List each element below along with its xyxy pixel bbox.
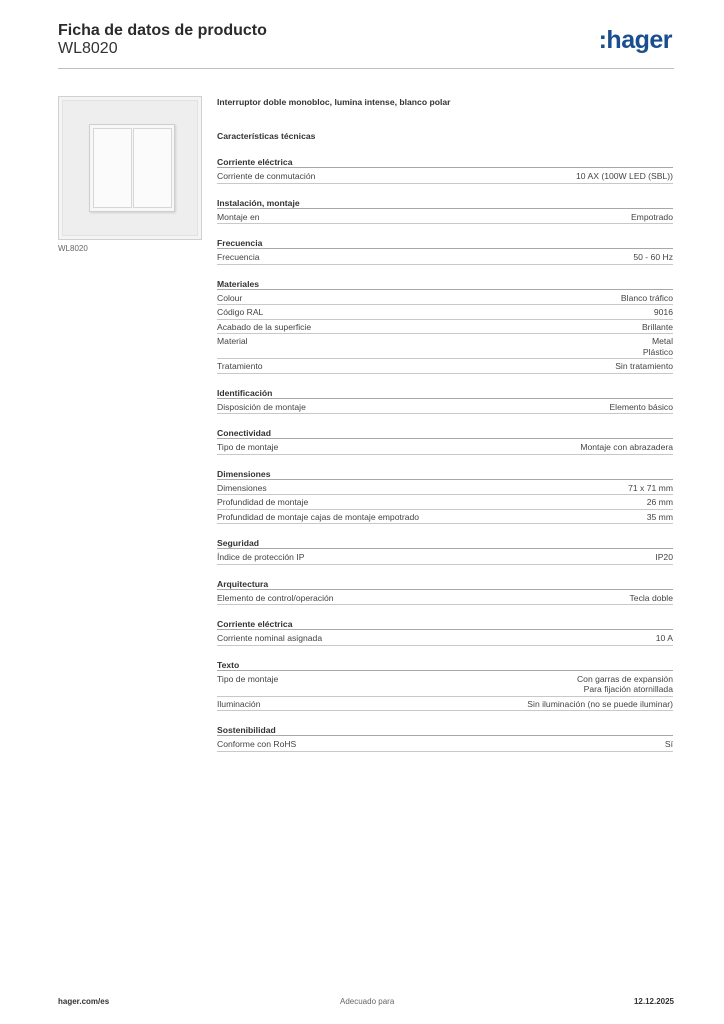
page-title: Ficha de datos de producto	[58, 22, 267, 39]
spec-value	[577, 674, 673, 695]
spec-label: Acabado de la superficie	[217, 321, 312, 332]
spec-value-line: Con garras de expansión	[576, 673, 673, 684]
spec-row	[217, 334, 673, 359]
spec-value	[654, 307, 673, 318]
spec-value	[615, 361, 673, 372]
spec-value	[647, 512, 673, 523]
spec-label: Corriente nominal asignada	[217, 633, 323, 643]
spec-value	[656, 633, 673, 644]
spec-value-line: Sí	[664, 739, 673, 749]
spec-value	[630, 593, 673, 604]
spec-value-line: IP20	[655, 552, 673, 562]
spec-section	[217, 660, 673, 712]
spec-row	[217, 591, 673, 606]
spec-row	[217, 400, 673, 415]
section-title: Materiales	[217, 279, 673, 290]
spec-label: Frecuencia	[217, 252, 260, 262]
spec-row	[217, 631, 673, 646]
spec-section	[217, 469, 673, 525]
spec-row	[217, 672, 673, 697]
spec-label: Tipo de montaje	[217, 442, 279, 452]
spec-label: Dimensiones	[217, 482, 267, 493]
product-description: Interruptor doble monobloc, lumina intense, blanco polar	[217, 97, 451, 107]
spec-section	[217, 725, 673, 752]
spec-section	[217, 279, 673, 374]
spec-label: Corriente de conmutación	[217, 171, 316, 181]
spec-value	[621, 293, 673, 304]
spec-value	[631, 212, 673, 223]
spec-value	[609, 402, 673, 413]
switch-rocker-left	[93, 128, 132, 208]
section-title: Instalación, montaje	[217, 198, 673, 209]
spec-label: Colour	[217, 292, 243, 303]
characteristics-title: Características técnicas	[217, 131, 316, 141]
spec-label: Profundidad de montaje cajas de montaje empotrado	[217, 511, 420, 522]
spec-label: Tipo de montaje	[217, 673, 279, 684]
spec-value-line: Tecla doble	[629, 592, 673, 603]
spec-value	[643, 336, 673, 357]
section-title: Corriente eléctrica	[217, 157, 673, 168]
section-title: Corriente eléctrica	[217, 619, 673, 630]
spec-value-line: Blanco tráfico	[620, 292, 673, 303]
spec-value-line: Montaje con abrazadera	[580, 442, 673, 452]
spec-label: Código RAL	[217, 307, 264, 317]
section-title: Frecuencia	[217, 238, 673, 249]
image-caption: WL8020	[58, 244, 88, 253]
spec-section	[217, 619, 673, 646]
spec-value-line: 10 A	[655, 633, 673, 643]
switch-frame	[89, 124, 175, 212]
spec-row	[217, 510, 673, 525]
spec-label: Tratamiento	[217, 361, 263, 371]
spec-section	[217, 198, 673, 225]
spec-section	[217, 157, 673, 184]
spec-value	[527, 699, 673, 710]
section-title: Sostenibilidad	[217, 725, 673, 736]
spec-row	[217, 481, 673, 496]
spec-section	[217, 428, 673, 455]
spec-value-line: Sin iluminación (no se puede iluminar)	[527, 698, 673, 709]
spec-row	[217, 169, 673, 184]
spec-value	[576, 171, 673, 182]
spec-row	[217, 697, 673, 712]
spec-value-line: 35 mm	[646, 511, 673, 522]
spec-value	[580, 442, 673, 453]
spec-row	[217, 250, 673, 265]
spec-value	[647, 497, 673, 508]
spec-row	[217, 210, 673, 225]
header-divider	[58, 68, 674, 69]
footer-website: hager.com/es	[58, 997, 110, 1006]
spec-section	[217, 388, 673, 415]
product-image	[58, 96, 202, 240]
section-title: Dimensiones	[217, 469, 673, 480]
section-title: Arquitectura	[217, 579, 673, 590]
spec-row	[217, 291, 673, 306]
spec-value-line: Plástico	[642, 346, 673, 357]
section-title: Identificación	[217, 388, 673, 399]
spec-row	[217, 495, 673, 510]
switch-rocker-right	[133, 128, 172, 208]
spec-value	[665, 739, 673, 750]
spec-section	[217, 579, 673, 606]
brand-logo: :hager	[598, 26, 672, 54]
spec-label: Material	[217, 336, 248, 346]
spec-label: Índice de protección IP	[217, 552, 305, 562]
section-title: Texto	[217, 660, 673, 671]
section-title: Seguridad	[217, 538, 673, 549]
spec-value	[642, 322, 673, 333]
spec-value-line: 9016	[653, 307, 673, 317]
spec-value-line: Metal	[651, 336, 673, 346]
footer-date: 12.12.2025	[633, 997, 674, 1006]
spec-value-line: 71 x 71 mm	[628, 482, 673, 493]
spec-row	[217, 320, 673, 335]
spec-sections	[217, 157, 673, 752]
spec-row	[217, 550, 673, 565]
spec-value-line: Empotrado	[630, 211, 673, 222]
spec-value-line: 50 - 60 Hz	[633, 252, 673, 262]
spec-value	[655, 552, 673, 563]
spec-label: Iluminación	[217, 698, 261, 709]
spec-label: Montaje en	[217, 211, 260, 222]
page-header	[58, 22, 674, 70]
spec-label: Conforme con RoHS	[217, 739, 297, 749]
spec-row	[217, 305, 673, 320]
spec-row	[217, 440, 673, 455]
spec-value-line: Para fijación atornillada	[583, 684, 673, 694]
footer-center-text: Adecuado para	[340, 997, 395, 1006]
spec-content	[217, 96, 673, 752]
spec-section	[217, 538, 673, 565]
spec-row	[217, 737, 673, 752]
spec-value-line: 10 AX (100W LED (SBL))	[576, 171, 673, 181]
spec-value-line: Sin tratamiento	[615, 361, 673, 371]
spec-value-line: Elemento básico	[609, 401, 673, 412]
section-title: Conectividad	[217, 428, 673, 439]
spec-value-line: 26 mm	[646, 497, 673, 507]
spec-section	[217, 238, 673, 265]
spec-value	[633, 252, 673, 263]
product-code: WL8020	[58, 40, 118, 57]
spec-label: Profundidad de montaje	[217, 497, 309, 507]
spec-value	[628, 483, 673, 494]
product-image-background	[62, 100, 198, 236]
spec-value-line: Brillante	[641, 321, 673, 332]
spec-label: Disposición de montaje	[217, 401, 306, 412]
spec-label: Elemento de control/operación	[217, 592, 334, 603]
spec-row	[217, 359, 673, 374]
page-footer	[58, 997, 674, 1009]
